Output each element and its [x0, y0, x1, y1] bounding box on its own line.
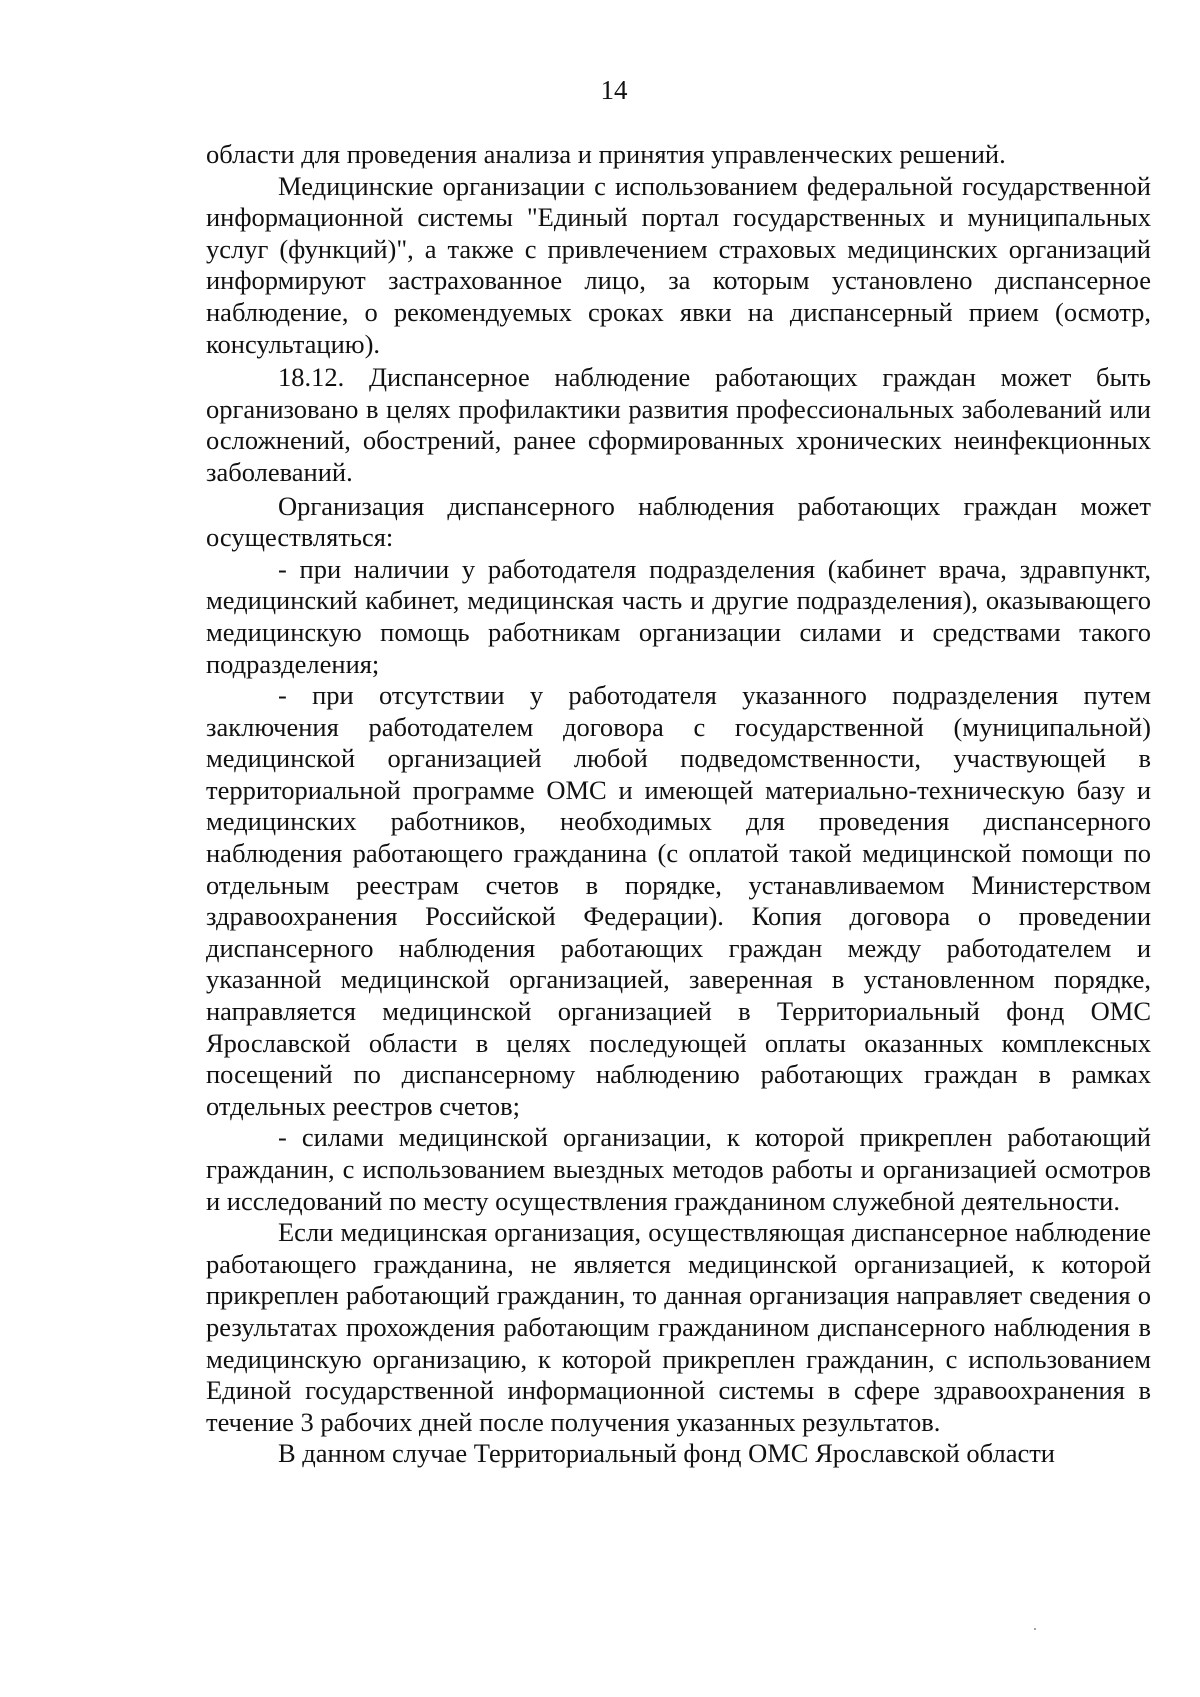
- paragraph-intro-continuation: области для проведения анализа и принятия управленческих решений.: [206, 139, 1006, 169]
- scan-speck: [1034, 1628, 1036, 1630]
- paragraph-18-12: 18.12. Диспансерное наблюдение работающих граждан может быть организовано в целях профилактики развития профессиональных заболеваний или осложнений, обострений, ранее сформированных хронических неинфекционных заболеваний.: [206, 362, 1151, 487]
- document-body: [206, 139, 1151, 1470]
- paragraph-final: В данном случае Территориальный фонд ОМС Ярославской области: [278, 1438, 1055, 1469]
- list-item-own-forces: - силами медицинской организации, к которой прикреплен работающий гражданин, с использованием выездных методов работы и организацией осмотров и исследований по месту осуществления гражданином служебной деятельности.: [206, 1122, 1151, 1216]
- list-item-contract: - при отсутствии у работодателя указанного подразделения путем заключения работодателем договора с государственной (муниципальной) медицинской организацией любой подведомственности, участвующей в территориальной программе ОМС и имеющей материально-техническую базу и медицинских работников, необходимых для проведения диспансерного наблюдения работающего гражданина (с оплатой такой медицинской помощи по отдельным реестрам счетов в порядке, устанавливаемом Министерством здравоохранения Российской Федерации). Копия договора о проведении диспансерного наблюдения работающих граждан между работодателем и указанной медицинской организацией, заверенная в установленном порядке, направляется медицинской организацией в Территориальный фонд ОМС Ярославской области в целях последующей оплаты оказанных комплексных посещений по диспансерному наблюдению работающих граждан в рамках отдельных реестров счетов;: [206, 680, 1151, 1121]
- paragraph-organization: Организация диспансерного наблюдения работающих граждан может осуществляться:: [206, 490, 1151, 553]
- list-item-employer-unit: - при наличии у работодателя подразделения (кабинет врача, здравпункт, медицинский кабинет, медицинская часть и другие подразделения), оказывающего медицинскую помощь работникам организации силами и средствами такого подразделения;: [206, 553, 1151, 679]
- paragraph-medical-organizations: Медицинские организации с использованием федеральной государственной информационной системы "Единый портал государственных и муниципальных услуг (функций)", а также с привлечением страховых медицинских организаций информируют застрахованное лицо, за которым установлено диспансерное наблюдение, о рекомендуемых сроках явки на диспансерный прием (осмотр, консультацию).: [206, 170, 1151, 359]
- paragraph-results-transfer: Если медицинская организация, осуществляющая диспансерное наблюдение работающего гражданина, не является медицинской организацией, к которой прикреплен работающий гражданин, то данная организация направляет сведения о результатах прохождения работающим гражданином диспансерного наблюдения в медицинскую организацию, к которой прикреплен гражданин, с использованием Единой государственной информационной системы в сфере здравоохранения в течение 3 рабочих дней после получения указанных результатов.: [206, 1217, 1151, 1437]
- page-number: 14: [600, 75, 628, 105]
